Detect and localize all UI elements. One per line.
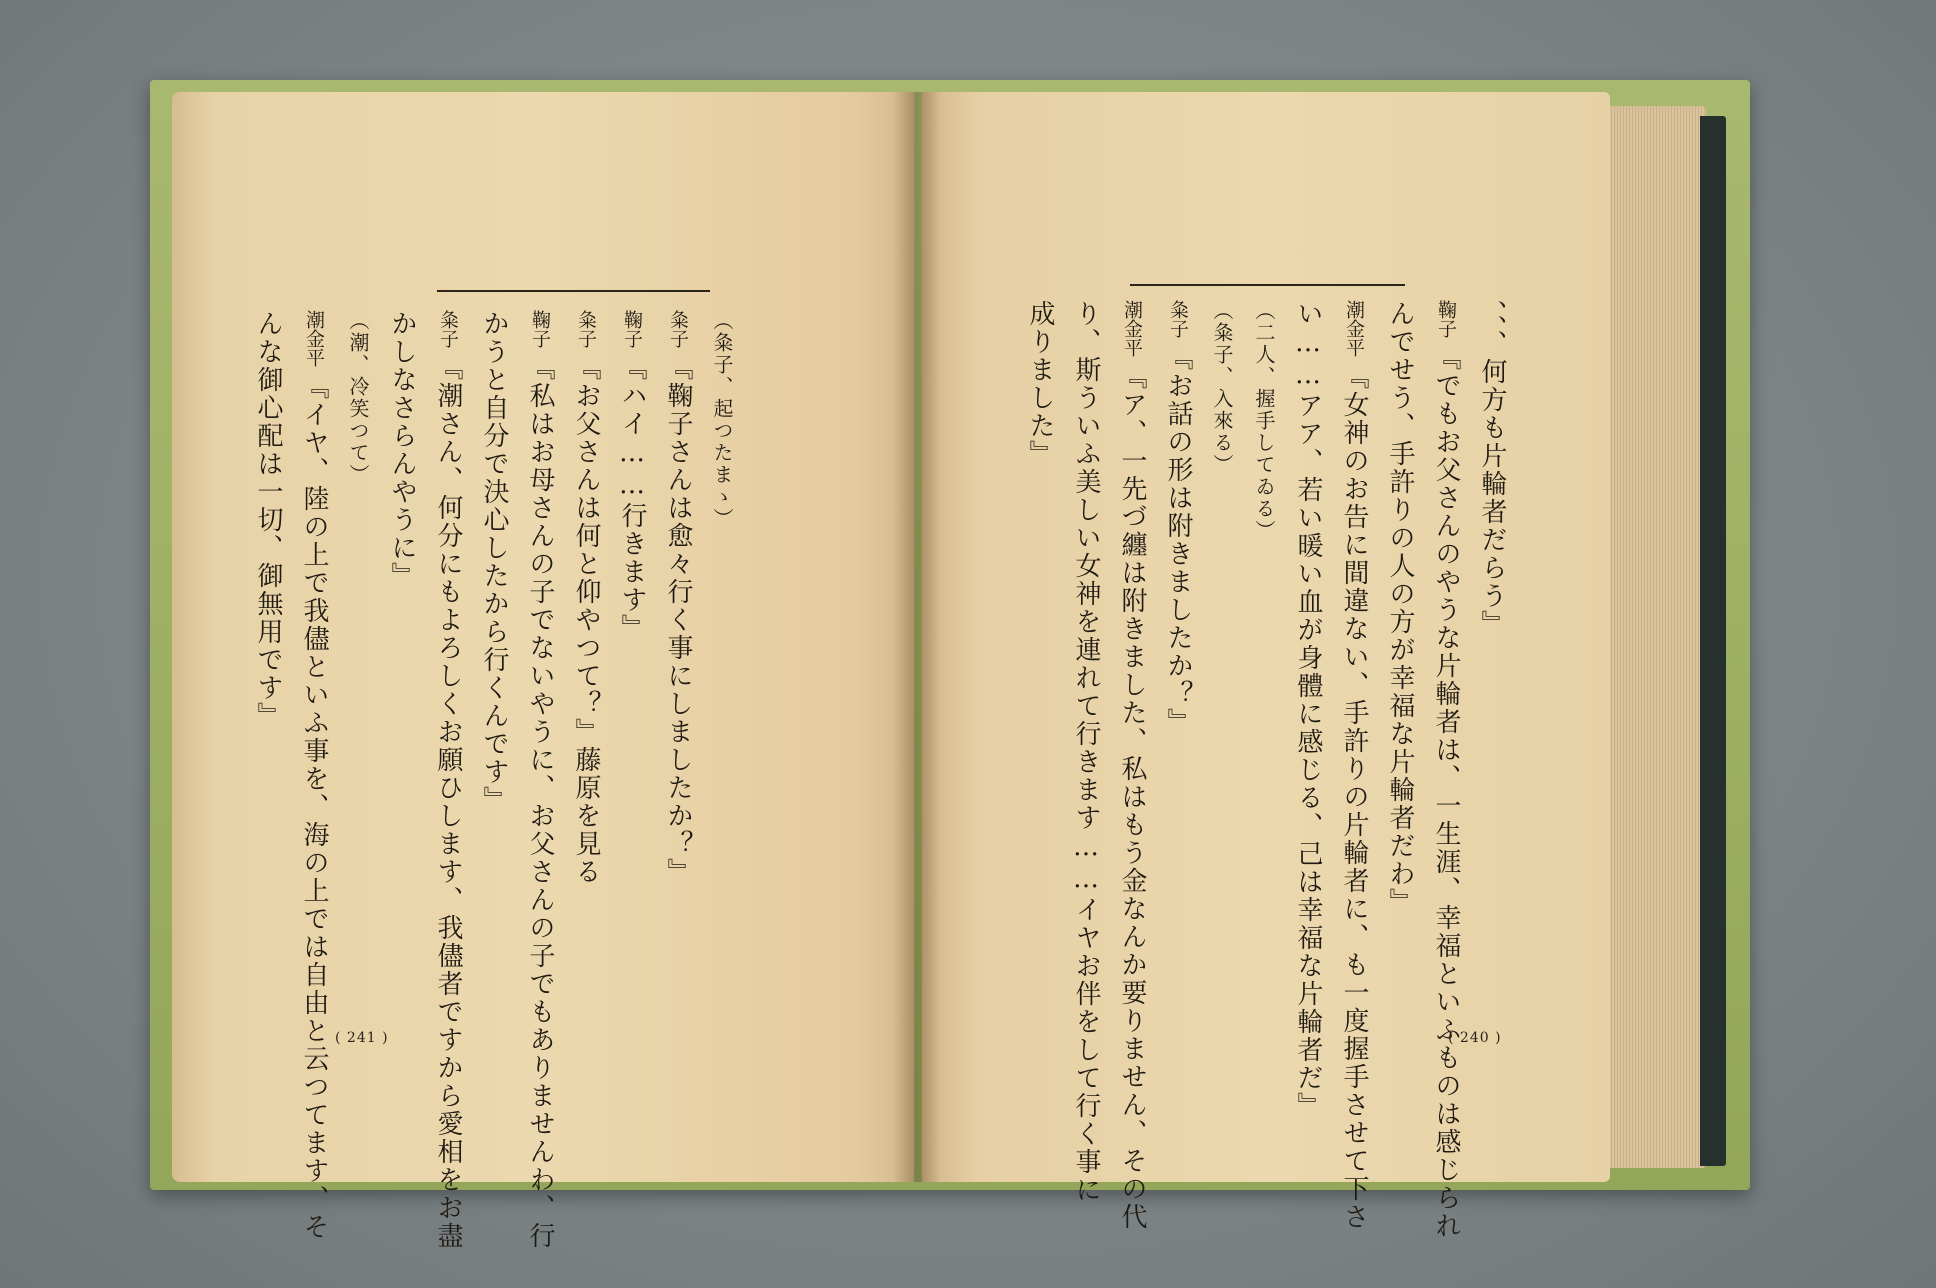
dialogue-line [298, 310, 330, 1241]
dialogue-line [1476, 300, 1508, 1050]
dialogue-line [662, 310, 694, 1050]
line-text: い……アア、若い暖い血が身體に感じる、己は幸福な片輪者だ』 [1293, 300, 1323, 1120]
line-text: 『でもお父さんのやうな片輪者は、一生涯、幸福といふものは感じられ [1431, 344, 1461, 1240]
line-text: （粂子、入來る） [1210, 300, 1234, 476]
line-text: （潮、冷笑つて） [346, 310, 370, 486]
speaker-label: 鞠子 [1435, 300, 1457, 338]
speaker-label: 粂子 [575, 310, 597, 348]
stage-direction-line [344, 310, 372, 1050]
line-text: 『ハイ……行きます』 [617, 354, 647, 642]
dialogue-line [1024, 300, 1056, 1050]
right-page-rule [1130, 284, 1405, 286]
speaker-label: 粂子 [667, 310, 689, 348]
line-text: 『女神のお告に間違ない、手許りの片輪者に、も一度握手させて下さ [1339, 363, 1369, 1231]
line-text: 『ア、一先づ纏は附きました、私はもう金なんか要りません、その代 [1117, 363, 1147, 1231]
dialogue-line [524, 310, 556, 1250]
line-text: 、、、何方も片輪者だらう』 [1477, 300, 1507, 638]
dialogue-line [386, 310, 418, 1050]
line-text: 『イヤ、陸の上で我儘といふ事を、海の上では自由と云つてます、そ [299, 373, 329, 1241]
dialogue-line [1116, 300, 1148, 1231]
line-text: り、斯ういふ美しい女神を連れて行きます……イヤお伴をして行く事に [1071, 300, 1101, 1204]
dialogue-line [252, 310, 284, 1050]
line-text: んな御心配は一切、御無用です』 [253, 310, 283, 730]
line-text: 『潮さん、何分にもよろしくお願ひします、我儘者ですから愛相をお盡 [433, 354, 463, 1250]
line-text: かしなさらんやうに』 [387, 310, 417, 590]
dialogue-line [616, 310, 648, 1050]
speaker-label: 潮金平 [1343, 300, 1365, 357]
speaker-label: 潮金平 [303, 310, 325, 367]
dialogue-line [1384, 300, 1416, 1050]
dialogue-line [478, 310, 510, 1050]
right-page-text [948, 300, 1508, 1240]
line-text: んでせう、手許りの人の方が幸福な片輪者だわ』 [1385, 300, 1415, 916]
line-text: 『お父さんは何と仰やつて？』藤原を見る [571, 354, 601, 886]
stage-direction-line [1208, 300, 1236, 1050]
dialogue-line [570, 310, 602, 1050]
page-number-right: ( 240 ) [1448, 1030, 1502, 1046]
back-cover-edge [1700, 116, 1726, 1166]
speaker-label: 潮金平 [1121, 300, 1143, 357]
dialogue-line [1338, 300, 1370, 1231]
line-text: 成りました』 [1025, 300, 1055, 468]
dialogue-line [1430, 300, 1462, 1240]
line-text: かうと自分で決心したから行くんです』 [479, 310, 509, 814]
dialogue-line [1162, 300, 1194, 1050]
line-text: 『鞠子さんは愈々行く事にしましたか？』 [663, 354, 693, 886]
dialogue-line [1292, 300, 1324, 1120]
speaker-label: 粂子 [1167, 300, 1189, 338]
speaker-label: 鞠子 [529, 310, 551, 348]
line-text: （二人、握手してゐる） [1252, 300, 1276, 542]
speaker-label: 鞠子 [621, 310, 643, 348]
speaker-label: 粂子 [437, 310, 459, 348]
left-page-text [253, 310, 736, 1250]
line-text: 『私はお母さんの子でないやうに、お父さんの子でもありませんわ、行 [525, 354, 555, 1250]
dialogue-line [432, 310, 464, 1250]
line-text: （粂子、起つたまゝ） [710, 310, 734, 530]
dialogue-line [1070, 300, 1102, 1204]
left-page-rule [437, 290, 710, 292]
stage-direction-line [1250, 300, 1278, 1050]
stage-direction-line [708, 310, 736, 1050]
page-edges [1606, 106, 1706, 1168]
page-number-left: ( 241 ) [335, 1030, 389, 1046]
line-text: 『お話の形は附きましたか？』 [1163, 344, 1193, 736]
